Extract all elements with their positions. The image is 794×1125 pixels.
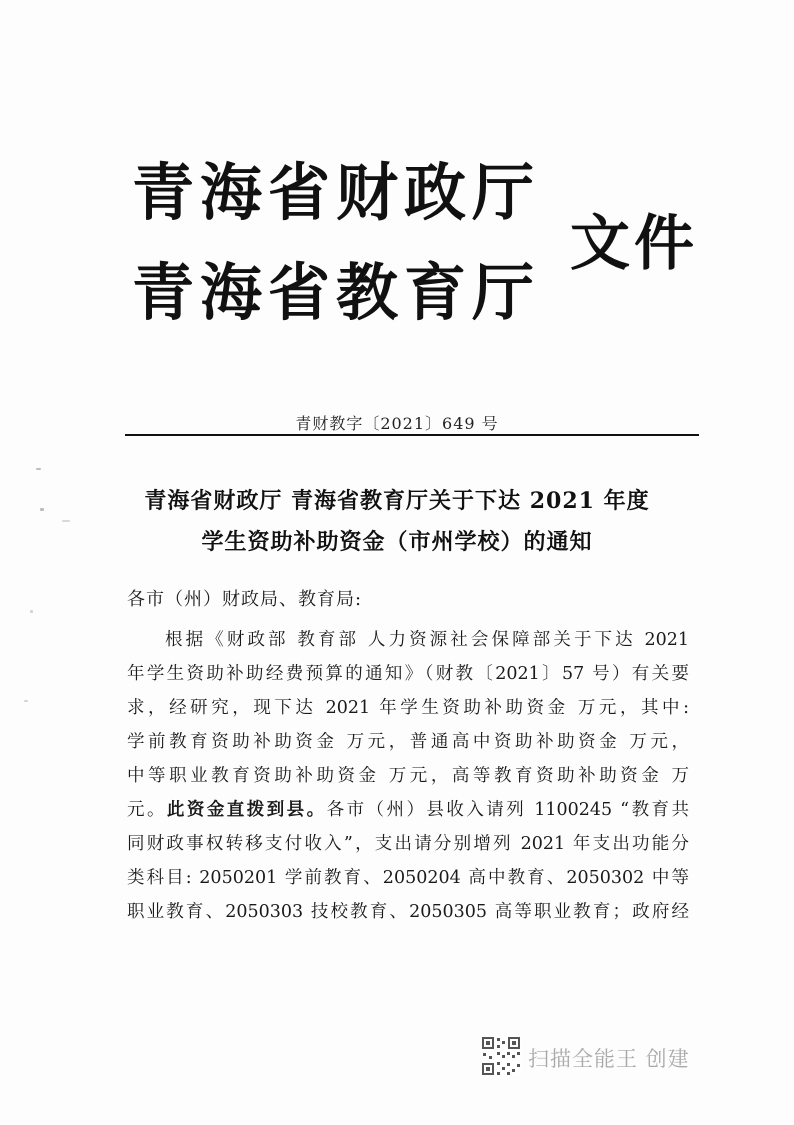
body-emphasis: 此资金直拨到县。 xyxy=(166,800,327,820)
agency-name-education: 青海省教育厅 xyxy=(132,256,541,329)
body-paragraph-line: 学前教育资助补助资金 万元，普通高中资助补助资金 万元， xyxy=(127,732,689,752)
body-paragraph-line: 中等职业教育资助补助资金 万元，高等教育资助补助资金 万 xyxy=(127,766,689,786)
document-title-line-1: 青海省财政厅 青海省教育厅关于下达 2021 年度 xyxy=(144,488,650,514)
salutation: 各市（州）财政局、教育局: xyxy=(127,589,363,610)
header-divider xyxy=(125,434,699,436)
body-paragraph-line: 类科目: 2050201 学前教育、2050204 高中教育、2050302 中等 xyxy=(127,868,689,888)
scanner-watermark: 扫描全能王 创建 xyxy=(528,1047,690,1071)
letterhead xyxy=(132,150,712,350)
scan-speck xyxy=(36,468,41,470)
body-text: 各市（州）县收入请列 1100245 “教育共 xyxy=(326,800,690,820)
scan-speck xyxy=(62,520,70,522)
agency-name-finance: 青海省财政厅 xyxy=(132,156,541,229)
scan-speck xyxy=(24,700,28,702)
body-paragraph-line: 根据《财政部 教育部 人力资源社会保障部关于下达 2021 xyxy=(165,630,689,650)
qr-code-icon xyxy=(481,1036,521,1076)
body-paragraph-line xyxy=(127,796,689,821)
body-paragraph-line: 求，经研究，现下达 2021 年学生资助补助资金 万元，其中: xyxy=(127,698,689,718)
body-paragraph-line: 年学生资助补助经费预算的通知》（财教〔2021〕57 号）有关要 xyxy=(127,664,689,684)
scan-speck xyxy=(30,610,33,613)
body-paragraph-line: 职业教育、2050303 技校教育、2050305 高等职业教育；政府经 xyxy=(127,902,689,922)
document-suffix: 文件 xyxy=(570,209,698,279)
body-text: 元。 xyxy=(127,800,167,820)
document-number: 青财教字〔2021〕649 号 xyxy=(295,414,499,433)
document-title-line-2: 学生资助补助资金（市州学校）的通知 xyxy=(201,529,593,555)
body-paragraph-line: 同财政事权转移支付收入”，支出请分别增列 2021 年支出功能分 xyxy=(127,834,689,854)
